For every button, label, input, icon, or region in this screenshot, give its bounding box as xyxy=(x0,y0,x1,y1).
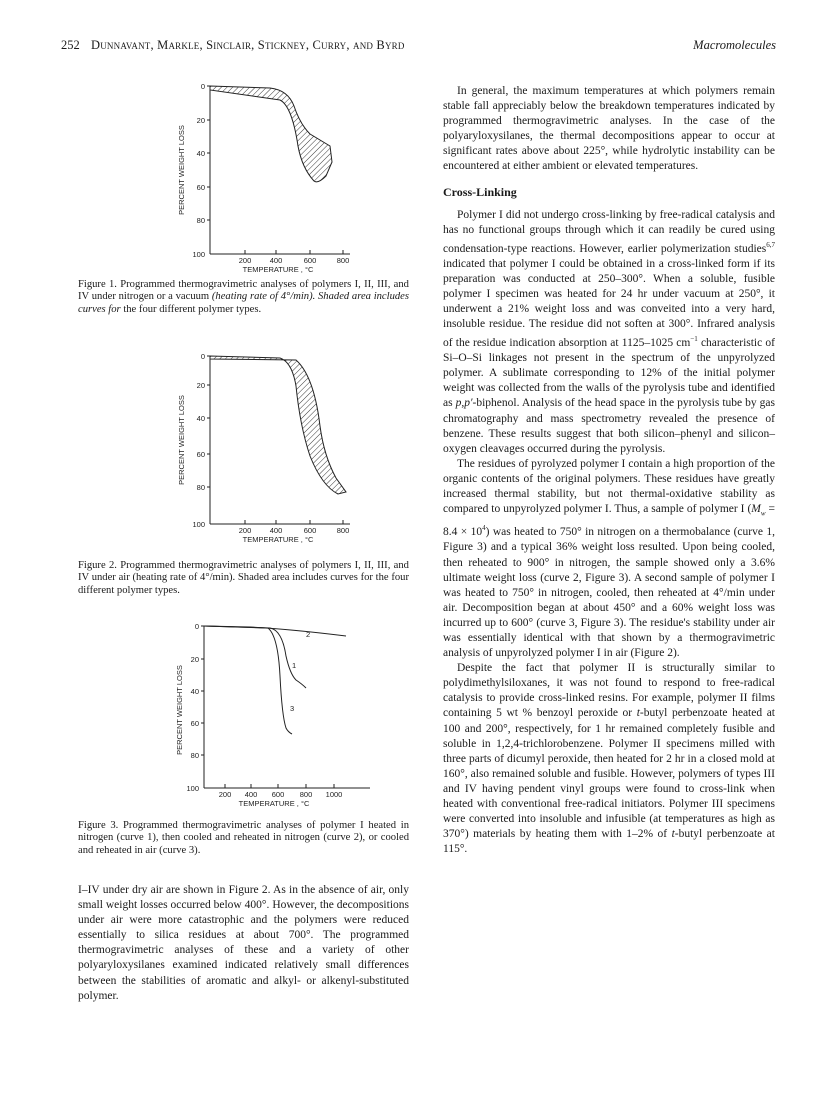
fig2-ytick: 100 xyxy=(192,520,205,529)
fig3-xtick: 600 xyxy=(271,790,285,799)
paragraph: In general, the maximum temperatures at which polymers remain stable fall appreciably below the breakdown temperatures indicated by programmed thermogravimetric analyses. In the case of the polyaryloxysilanes, the thermal decompositions appear to occur at significant rates above about 225°, while hydrolytic instability can be encountered at either ambient or elevated temperatures. xyxy=(443,85,775,173)
fig1-ytick: 60 xyxy=(196,183,205,192)
fig1-ytick: 40 xyxy=(196,149,205,158)
fig3-xtick: 200 xyxy=(218,790,232,799)
figure-1-plot xyxy=(170,76,370,276)
fig2-ytick: 0 xyxy=(200,352,205,361)
fig1-ytick: 0 xyxy=(200,82,205,91)
fig3-ytick: 80 xyxy=(190,751,199,760)
section-heading: Cross-Linking xyxy=(443,184,517,199)
fig3-curve-label-3: 3 xyxy=(290,704,295,713)
paragraph: Polymer I did not undergo cross-linking by free-radical catalysis and has no functional groups through which it can readily be cured using condensation-type reactions. However, earlier polymerization studies$^{6,7}$ indicated that polymer I could be obtained in a cross-linked form if its preparation was conducted at 250–300°. When a soluble, fusible polymer I specimen was heated for 24 hr under vacuum at 250°, it underwent a 21% weight loss and was conveited into a very hard, insoluble residue. The residue did not soften at 300°. Infrared analysis of the residue indication absorption at 1125–1025 $cm^{-1}$ characteristic of Si–O–Si linkages not present in the spectrum of the unpyrolyzed polymer. A sublimate corresponding to 12% of the initial polymer weight was collected from the walls of the pyrolysis tube and identified as p,p′-biphenol. Analysis of the head space in the pyrolysis tube by gas chromatography and mass spectrometry revealed the presence of benzene. These results suggest that both silicon–phenyl and silicon–oxygen cleavages occurred during the pyrolysis. xyxy=(443,208,775,455)
fig2-xtick: 800 xyxy=(336,526,350,535)
figure-3-caption: Figure 3. Programmed thermogravimetric analyses of polymer I heated in nitrogen (curve 1), then cooled and reheated in nitrogen (curve 2), or cooled and reheated in air (curve 3). xyxy=(78,820,409,856)
fig2-ytick: 60 xyxy=(196,450,205,459)
fig2-shaded-band xyxy=(210,356,346,494)
figure-1-caption: Figure 1. Programmed thermogravimetric analyses of polymers I, II, III, and IV under nitrogen or a vacuum (heating rate of 4°/min). Shaded area includes curves for the four different polymer types. xyxy=(78,279,409,315)
paragraph: The residues of pyrolyzed polymer I contain a high proportion of the organic contents of the original polymers. These residues have greatly increased thermal stability, but not thermal-oxidative stability as compared to unpyrolyzed polymer I. Thus, a sample of polymer I $(M_w = 8.4 \times 10^4)$ was heated to 750° in nitrogen on a thermobalance (curve 1, Figure 3) and a typical 36% weight loss resulted. Upon being cooled, then reheated to 900° in nitrogen, the sample showed only a 3.6% ultimate weight loss (curve 2, Figure 3). A second sample of polymer I was heated to 750° in nitrogen, cooled, then reheated at 4°/min under air. Decomposition began at about 450° and a 60% weight loss was incurred up to 600° (curve 3, Figure 3). The residue's stability under air was essentially identical with that shown by a thermogravimetric analysis of unpyrolyzed polymer I in air (Figure 2). xyxy=(443,457,775,660)
fig1-ytick: 100 xyxy=(192,250,205,259)
fig3-curve-label-2: 2 xyxy=(306,630,311,639)
fig3-curve-label-1: 1 xyxy=(292,661,297,670)
figure-2-caption: Figure 2. Programmed thermogravimetric analyses of polymers I, II, III, and IV under air (heating rate of 4°/min). Shaded area includes curves for the four different polymer types. xyxy=(78,560,409,596)
right-column xyxy=(443,84,775,857)
fig2-ytick: 40 xyxy=(196,414,205,423)
journal-name: Macromolecules xyxy=(693,38,776,52)
running-head-authors: Dunnavant, Markle, Sinclair, Stickney, Curry, and Byrd xyxy=(91,38,405,52)
fig3-ylabel: PERCENT WEIGHT LOSS xyxy=(175,665,184,755)
fig1-xtick: 400 xyxy=(269,256,283,265)
fig2-xtick: 400 xyxy=(269,526,283,535)
fig3-ytick: 100 xyxy=(186,784,199,793)
fig2-ytick: 80 xyxy=(196,483,205,492)
fig1-xtick: 800 xyxy=(336,256,350,265)
fig1-xlabel: TEMPERATURE , °C xyxy=(242,265,314,274)
fig3-curve-1 xyxy=(204,626,306,688)
fig3-ytick: 40 xyxy=(190,687,199,696)
fig2-xlabel: TEMPERATURE , °C xyxy=(242,535,314,544)
fig3-ytick: 60 xyxy=(190,719,199,728)
figure-2-plot xyxy=(170,346,370,546)
fig1-ytick: 80 xyxy=(196,216,205,225)
fig2-ylabel: PERCENT WEIGHT LOSS xyxy=(177,395,186,485)
left-column-text xyxy=(78,883,409,1004)
fig3-ytick: 20 xyxy=(190,655,199,664)
fig1-shaded-band xyxy=(210,86,332,182)
fig2-ytick: 20 xyxy=(196,381,205,390)
fig2-xtick: 200 xyxy=(238,526,252,535)
fig3-xtick: 400 xyxy=(244,790,258,799)
figure-3-plot xyxy=(170,616,380,812)
fig3-curve-3 xyxy=(204,626,295,734)
fig1-ytick: 20 xyxy=(196,116,205,125)
fig3-curve-2 xyxy=(204,626,346,636)
fig3-xtick: 1000 xyxy=(325,790,343,799)
fig3-xtick: 800 xyxy=(299,790,313,799)
paragraph: I–IV under dry air are shown in Figure 2. As in the absence of air, only small weight losses occurred below 400°. However, the decompositions under air were more catastrophic and the polymers were reduced essentially to silica residues at about 700°. The programmed thermogravimetric analyses of these and a variety of other polyaryloxysilanes examined indicated relatively small differences between the stabilities of aromatic and alkyl- or alkenyl-substituted polymer. xyxy=(78,884,409,1002)
fig3-ytick: 0 xyxy=(194,622,199,631)
fig3-xlabel: TEMPERATURE , °C xyxy=(238,799,310,808)
fig1-ylabel: PERCENT WEIGHT LOSS xyxy=(177,125,186,215)
fig2-xtick: 600 xyxy=(303,526,317,535)
page-number: 252 xyxy=(61,38,80,52)
fig1-xtick: 600 xyxy=(303,256,317,265)
paragraph: Despite the fact that polymer II is structurally similar to polydimethylsiloxanes, it was not found to respond to free-radical catalysis to provide cross-linked resins. For example, polymer II films containing 5 wt % benzoyl peroxide or t-butyl perbenzoate heated at 100 and 200°, respectively, for 1 hr remained completely fusible and soluble in 1,2,4-trichlorobenzene. Polymer II specimens milled with three parts of dicumyl peroxide, then heated for 2 hr in a closed mold at 160°, also remained soluble and fusible. However, polymers of types III and IV having pendent vinyl groups were found to cross-link when heated with conventional free-radical initiators. Polymer III specimens were converted into insoluble and infusible (at temperatures as high as 370°) materials by heating them with 1–2% of t-butyl perbenzoate at 115°. xyxy=(443,662,775,856)
fig1-xtick: 200 xyxy=(238,256,252,265)
running-head xyxy=(61,38,776,58)
